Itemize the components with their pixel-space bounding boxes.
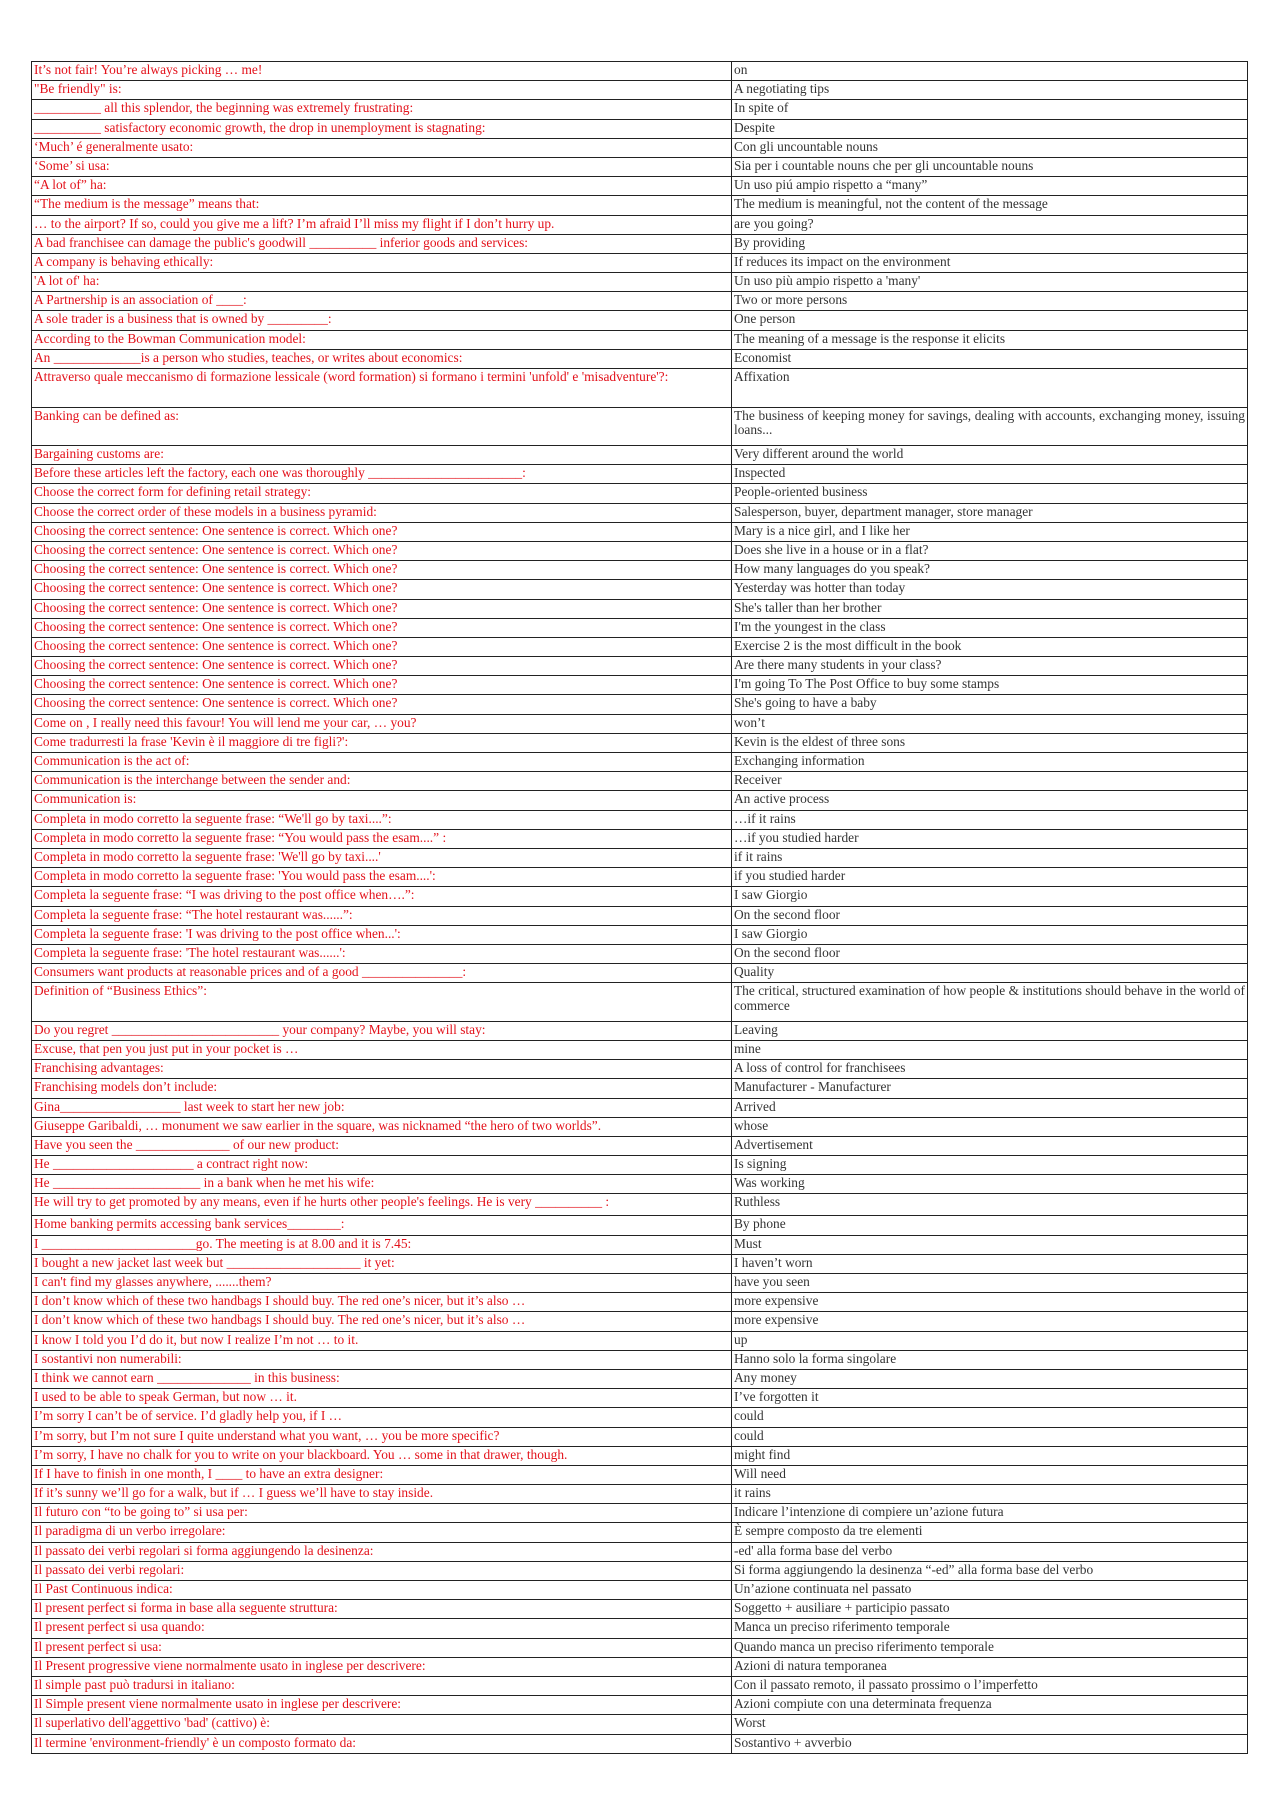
question-cell: Il Present progressive viene normalmente usato in inglese per descrivere:: [32, 1657, 732, 1676]
question-cell: Il present perfect si forma in base alla seguente struttura:: [32, 1600, 732, 1619]
table-row: [32, 1021, 1248, 1040]
answer-cell: more expensive: [732, 1293, 1248, 1312]
table-row: [32, 1136, 1248, 1155]
question-cell: Il termine 'environment-friendly' è un composto formato da:: [32, 1734, 732, 1753]
answer-cell: Quality: [732, 964, 1248, 983]
question-cell: He _____________________ a contract right now:: [32, 1156, 732, 1175]
question-cell: Completa la seguente frase: 'The hotel restaurant was......':: [32, 944, 732, 963]
answer-cell: Is signing: [732, 1156, 1248, 1175]
table-row: [32, 925, 1248, 944]
table-row: [32, 196, 1248, 215]
question-cell: Banking can be defined as:: [32, 407, 732, 446]
answer-cell: Inspected: [732, 465, 1248, 484]
answer-cell: Very different around the world: [732, 446, 1248, 465]
answer-cell: Hanno solo la forma singolare: [732, 1350, 1248, 1369]
table-row: [32, 1235, 1248, 1254]
table-row: [32, 1619, 1248, 1638]
question-cell: Il paradigma di un verbo irregolare:: [32, 1523, 732, 1542]
table-row: [32, 1696, 1248, 1715]
question-cell: He will try to get promoted by any means, even if he hurts other people's feelings. He is very __________ :: [32, 1194, 732, 1216]
answer-cell: Any money: [732, 1369, 1248, 1388]
question-cell: I know I told you I’d do it, but now I realize I’m not … to it.: [32, 1331, 732, 1350]
question-cell: Before these articles left the factory, each one was thoroughly _______________________:: [32, 465, 732, 484]
answer-cell: One person: [732, 311, 1248, 330]
answer-cell: Si forma aggiungendo la desinenza “-ed” alla forma base del verbo: [732, 1561, 1248, 1580]
question-cell: Il Past Continuous indica:: [32, 1581, 732, 1600]
table-row: [32, 157, 1248, 176]
answer-cell: Two or more persons: [732, 292, 1248, 311]
answer-cell: Kevin is the eldest of three sons: [732, 733, 1248, 752]
question-cell: I used to be able to speak German, but now … it.: [32, 1389, 732, 1408]
table-row: [32, 1408, 1248, 1427]
question-cell: I’m sorry, but I’m not sure I quite understand what you want, … you be more specific?: [32, 1427, 732, 1446]
table-row: [32, 753, 1248, 772]
answer-cell: …if it rains: [732, 810, 1248, 829]
question-cell: Do you regret _________________________ your company? Maybe, you will stay:: [32, 1021, 732, 1040]
question-cell: Bargaining customs are:: [32, 446, 732, 465]
table-row: [32, 1079, 1248, 1098]
table-row: [32, 1216, 1248, 1235]
answer-cell: Arrived: [732, 1098, 1248, 1117]
answer-cell: on: [732, 62, 1248, 81]
answer-cell: People-oriented business: [732, 484, 1248, 503]
question-cell: I sostantivi non numerabili:: [32, 1350, 732, 1369]
question-cell: Completa in modo corretto la seguente frase: 'You would pass the esam....':: [32, 868, 732, 887]
question-cell: Choosing the correct sentence: One sentence is correct. Which one?: [32, 541, 732, 560]
answer-cell: Does she live in a house or in a flat?: [732, 541, 1248, 560]
table-row: [32, 1156, 1248, 1175]
answer-cell: The medium is meaningful, not the content of the message: [732, 196, 1248, 215]
qa-table-body: [32, 62, 1248, 1754]
question-cell: Completa in modo corretto la seguente frase: 'We'll go by taxi....': [32, 848, 732, 867]
question-cell: Franchising advantages:: [32, 1060, 732, 1079]
question-cell: Il futuro con “to be going to” si usa per:: [32, 1504, 732, 1523]
answer-cell: Sostantivo + avverbio: [732, 1734, 1248, 1753]
answer-cell: The critical, structured examination of how people & institutions should behave in the world of commerce: [732, 983, 1248, 1022]
question-cell: A bad franchisee can damage the public's goodwill __________ inferior goods and services:: [32, 234, 732, 253]
table-row: [32, 1504, 1248, 1523]
answer-cell: if you studied harder: [732, 868, 1248, 887]
answer-cell: could: [732, 1408, 1248, 1427]
answer-cell: Con il passato remoto, il passato prossimo o l’imperfetto: [732, 1676, 1248, 1695]
question-cell: Home banking permits accessing bank services________:: [32, 1216, 732, 1235]
table-row: [32, 1060, 1248, 1079]
question-cell: Excuse, that pen you just put in your pocket is …: [32, 1040, 732, 1059]
answer-cell: might find: [732, 1446, 1248, 1465]
table-row: [32, 983, 1248, 1022]
answer-cell: Un uso piú ampio rispetto a “many”: [732, 177, 1248, 196]
question-cell: Il present perfect si usa:: [32, 1638, 732, 1657]
table-row: [32, 829, 1248, 848]
question-cell: Communication is:: [32, 791, 732, 810]
table-row: [32, 1638, 1248, 1657]
answer-cell: Un’azione continuata nel passato: [732, 1581, 1248, 1600]
answer-cell: A negotiating tips: [732, 81, 1248, 100]
answer-cell: could: [732, 1427, 1248, 1446]
table-row: [32, 1389, 1248, 1408]
question-cell: "Be friendly" is:: [32, 81, 732, 100]
table-row: [32, 1715, 1248, 1734]
table-row: [32, 273, 1248, 292]
answer-cell: Manca un preciso riferimento temporale: [732, 1619, 1248, 1638]
answer-cell: I'm going To The Post Office to buy some stamps: [732, 676, 1248, 695]
table-row: [32, 637, 1248, 656]
table-row: [32, 1274, 1248, 1293]
question-cell: Consumers want products at reasonable prices and of a good _______________:: [32, 964, 732, 983]
answer-cell: Must: [732, 1235, 1248, 1254]
question-cell: I don’t know which of these two handbags I should buy. The red one’s nicer, but it’s also …: [32, 1312, 732, 1331]
table-row: [32, 772, 1248, 791]
table-row: [32, 100, 1248, 119]
question-cell: Gina__________________ last week to start her new job:: [32, 1098, 732, 1117]
question-cell: Communication is the act of:: [32, 753, 732, 772]
question-cell: “The medium is the message” means that:: [32, 196, 732, 215]
answer-cell: Azioni di natura temporanea: [732, 1657, 1248, 1676]
table-row: [32, 1676, 1248, 1695]
question-cell: I’m sorry I can’t be of service. I’d gladly help you, if I …: [32, 1408, 732, 1427]
answer-cell: I saw Giorgio: [732, 887, 1248, 906]
answer-cell: Quando manca un preciso riferimento temporale: [732, 1638, 1248, 1657]
table-row: [32, 1293, 1248, 1312]
answer-cell: mine: [732, 1040, 1248, 1059]
answer-cell: Ruthless: [732, 1194, 1248, 1216]
answer-cell: By phone: [732, 1216, 1248, 1235]
answer-cell: Yesterday was hotter than today: [732, 580, 1248, 599]
table-row: [32, 810, 1248, 829]
question-cell: Completa la seguente frase: “The hotel restaurant was......”:: [32, 906, 732, 925]
question-cell: Completa in modo corretto la seguente frase: “You would pass the esam....” :: [32, 829, 732, 848]
qa-table: [31, 61, 1248, 1754]
table-row: [32, 369, 1248, 408]
answer-cell: Will need: [732, 1465, 1248, 1484]
answer-cell: Exercise 2 is the most difficult in the book: [732, 637, 1248, 656]
table-row: [32, 868, 1248, 887]
question-cell: Come on , I really need this favour! You will lend me your car, … you?: [32, 714, 732, 733]
question-cell: Choosing the correct sentence: One sentence is correct. Which one?: [32, 599, 732, 618]
table-row: [32, 253, 1248, 272]
question-cell: Attraverso quale meccanismo di formazione lessicale (word formation) si formano i termini 'unfold' e 'misadventure'?:: [32, 369, 732, 408]
question-cell: Communication is the interchange between the sender and:: [32, 772, 732, 791]
table-row: [32, 964, 1248, 983]
question-cell: ‘Much’ é generalmente usato:: [32, 138, 732, 157]
table-row: [32, 465, 1248, 484]
table-row: [32, 119, 1248, 138]
table-row: [32, 138, 1248, 157]
question-cell: I’m sorry, I have no chalk for you to write on your blackboard. You … some in that drawer, though.: [32, 1446, 732, 1465]
answer-cell: I’ve forgotten it: [732, 1389, 1248, 1408]
question-cell: According to the Bowman Communication model:: [32, 330, 732, 349]
table-row: [32, 177, 1248, 196]
question-cell: Choose the correct form for defining retail strategy:: [32, 484, 732, 503]
question-cell: He ______________________ in a bank when he met his wife:: [32, 1175, 732, 1194]
answer-cell: Are there many students in your class?: [732, 657, 1248, 676]
answer-cell: Con gli uncountable nouns: [732, 138, 1248, 157]
question-cell: ‘Some’ si usa:: [32, 157, 732, 176]
answer-cell: more expensive: [732, 1312, 1248, 1331]
answer-cell: How many languages do you speak?: [732, 561, 1248, 580]
question-cell: I can't find my glasses anywhere, .......them?: [32, 1274, 732, 1293]
question-cell: Giuseppe Garibaldi, … monument we saw earlier in the square, was nicknamed “the hero of two worlds”.: [32, 1117, 732, 1136]
table-row: [32, 1600, 1248, 1619]
table-row: [32, 292, 1248, 311]
question-cell: It’s not fair! You’re always picking … me!: [32, 62, 732, 81]
table-row: [32, 1542, 1248, 1561]
table-row: [32, 1194, 1248, 1216]
table-row: [32, 62, 1248, 81]
table-row: [32, 1561, 1248, 1580]
answer-cell: whose: [732, 1117, 1248, 1136]
table-row: [32, 618, 1248, 637]
table-row: [32, 906, 1248, 925]
table-row: [32, 1040, 1248, 1059]
answer-cell: Un uso più ampio rispetto a 'many': [732, 273, 1248, 292]
table-row: [32, 407, 1248, 446]
question-cell: Il simple past può tradursi in italiano:: [32, 1676, 732, 1695]
question-cell: I think we cannot earn ______________ in this business:: [32, 1369, 732, 1388]
answer-cell: By providing: [732, 234, 1248, 253]
answer-cell: I'm the youngest in the class: [732, 618, 1248, 637]
question-cell: Il passato dei verbi regolari:: [32, 1561, 732, 1580]
question-cell: Choosing the correct sentence: One sentence is correct. Which one?: [32, 676, 732, 695]
answer-cell: Salesperson, buyer, department manager, store manager: [732, 503, 1248, 522]
table-row: [32, 714, 1248, 733]
question-cell: Il Simple present viene normalmente usato in inglese per descrivere:: [32, 1696, 732, 1715]
answer-cell: …if you studied harder: [732, 829, 1248, 848]
answer-cell: Economist: [732, 349, 1248, 368]
answer-cell: The business of keeping money for savings, dealing with accounts, exchanging money, issuing loans...: [732, 407, 1248, 446]
table-row: [32, 349, 1248, 368]
answer-cell: On the second floor: [732, 906, 1248, 925]
answer-cell: are you going?: [732, 215, 1248, 234]
table-row: [32, 1446, 1248, 1465]
table-row: [32, 522, 1248, 541]
question-cell: I _______________________go. The meeting is at 8.00 and it is 7.45:: [32, 1235, 732, 1254]
question-cell: Come tradurresti la frase 'Kevin è il maggiore di tre figli?':: [32, 733, 732, 752]
answer-cell: won’t: [732, 714, 1248, 733]
answer-cell: it rains: [732, 1485, 1248, 1504]
answer-cell: if it rains: [732, 848, 1248, 867]
answer-cell: up: [732, 1331, 1248, 1350]
answer-cell: The meaning of a message is the response it elicits: [732, 330, 1248, 349]
table-row: [32, 484, 1248, 503]
question-cell: An _____________is a person who studies, teaches, or writes about economics:: [32, 349, 732, 368]
table-row: [32, 330, 1248, 349]
answer-cell: On the second floor: [732, 944, 1248, 963]
question-cell: Completa la seguente frase: 'I was driving to the post office when...':: [32, 925, 732, 944]
question-cell: Il superlativo dell'aggettivo 'bad' (cattivo) è:: [32, 1715, 732, 1734]
table-row: [32, 1734, 1248, 1753]
table-row: [32, 1098, 1248, 1117]
table-row: [32, 215, 1248, 234]
table-row: [32, 234, 1248, 253]
question-cell: Completa la seguente frase: “I was driving to the post office when….”:: [32, 887, 732, 906]
answer-cell: Exchanging information: [732, 753, 1248, 772]
table-row: [32, 580, 1248, 599]
table-row: [32, 1175, 1248, 1194]
question-cell: 'A lot of' ha:: [32, 273, 732, 292]
answer-cell: Leaving: [732, 1021, 1248, 1040]
table-row: [32, 81, 1248, 100]
answer-cell: An active process: [732, 791, 1248, 810]
answer-cell: I haven’t worn: [732, 1254, 1248, 1273]
question-cell: A sole trader is a business that is owned by _________:: [32, 311, 732, 330]
answer-cell: Sia per i countable nouns che per gli uncountable nouns: [732, 157, 1248, 176]
answer-cell: Advertisement: [732, 1136, 1248, 1155]
table-row: [32, 1369, 1248, 1388]
table-row: [32, 676, 1248, 695]
answer-cell: Soggetto + ausiliare + participio passato: [732, 1600, 1248, 1619]
table-row: [32, 541, 1248, 560]
table-row: [32, 311, 1248, 330]
table-row: [32, 1331, 1248, 1350]
table-row: [32, 944, 1248, 963]
question-cell: __________ satisfactory economic growth, the drop in unemployment is stagnating:: [32, 119, 732, 138]
table-row: [32, 657, 1248, 676]
question-cell: Il passato dei verbi regolari si forma aggiungendo la desinenza:: [32, 1542, 732, 1561]
table-row: [32, 1465, 1248, 1484]
table-row: [32, 599, 1248, 618]
answer-cell: have you seen: [732, 1274, 1248, 1293]
question-cell: Have you seen the ______________ of our new product:: [32, 1136, 732, 1155]
question-cell: Choosing the correct sentence: One sentence is correct. Which one?: [32, 580, 732, 599]
answer-cell: Affixation: [732, 369, 1248, 408]
answer-cell: -ed' alla forma base del verbo: [732, 1542, 1248, 1561]
table-row: [32, 503, 1248, 522]
question-cell: Choosing the correct sentence: One sentence is correct. Which one?: [32, 637, 732, 656]
question-cell: “A lot of” ha:: [32, 177, 732, 196]
question-cell: Choosing the correct sentence: One sentence is correct. Which one?: [32, 657, 732, 676]
table-row: [32, 887, 1248, 906]
table-row: [32, 1350, 1248, 1369]
table-row: [32, 1427, 1248, 1446]
table-row: [32, 1657, 1248, 1676]
question-cell: Franchising models don’t include:: [32, 1079, 732, 1098]
answer-cell: Manufacturer - Manufacturer: [732, 1079, 1248, 1098]
table-row: [32, 1117, 1248, 1136]
question-cell: Completa in modo corretto la seguente frase: “We'll go by taxi....”:: [32, 810, 732, 829]
question-cell: Choosing the correct sentence: One sentence is correct. Which one?: [32, 561, 732, 580]
question-cell: __________ all this splendor, the beginning was extremely frustrating:: [32, 100, 732, 119]
question-cell: Il present perfect si usa quando:: [32, 1619, 732, 1638]
question-cell: A company is behaving ethically:: [32, 253, 732, 272]
question-cell: Choosing the correct sentence: One sentence is correct. Which one?: [32, 522, 732, 541]
question-cell: If I have to finish in one month, I ____ to have an extra designer:: [32, 1465, 732, 1484]
table-row: [32, 1312, 1248, 1331]
table-row: [32, 1523, 1248, 1542]
table-row: [32, 848, 1248, 867]
question-cell: Choosing the correct sentence: One sentence is correct. Which one?: [32, 695, 732, 714]
table-row: [32, 1581, 1248, 1600]
answer-cell: A loss of control for franchisees: [732, 1060, 1248, 1079]
table-row: [32, 446, 1248, 465]
question-cell: Choose the correct order of these models in a business pyramid:: [32, 503, 732, 522]
question-cell: I don’t know which of these two handbags I should buy. The red one’s nicer, but it’s also …: [32, 1293, 732, 1312]
table-row: [32, 695, 1248, 714]
table-row: [32, 1254, 1248, 1273]
question-cell: Choosing the correct sentence: One sentence is correct. Which one?: [32, 618, 732, 637]
question-cell: I bought a new jacket last week but ____________________ it yet:: [32, 1254, 732, 1273]
answer-cell: Mary is a nice girl, and I like her: [732, 522, 1248, 541]
question-cell: … to the airport? If so, could you give me a lift? I’m afraid I’ll miss my flight if I don’t hurry up.: [32, 215, 732, 234]
answer-cell: I saw Giorgio: [732, 925, 1248, 944]
answer-cell: In spite of: [732, 100, 1248, 119]
question-cell: A Partnership is an association of ____:: [32, 292, 732, 311]
answer-cell: Worst: [732, 1715, 1248, 1734]
table-row: [32, 1485, 1248, 1504]
question-cell: If it’s sunny we’ll go for a walk, but if … I guess we’ll have to stay inside.: [32, 1485, 732, 1504]
answer-cell: Was working: [732, 1175, 1248, 1194]
answer-cell: Indicare l’intenzione di compiere un’azione futura: [732, 1504, 1248, 1523]
answer-cell: She's going to have a baby: [732, 695, 1248, 714]
answer-cell: Despite: [732, 119, 1248, 138]
answer-cell: Receiver: [732, 772, 1248, 791]
answer-cell: È sempre composto da tre elementi: [732, 1523, 1248, 1542]
answer-cell: If reduces its impact on the environment: [732, 253, 1248, 272]
table-row: [32, 561, 1248, 580]
table-row: [32, 733, 1248, 752]
answer-cell: Azioni compiute con una determinata frequenza: [732, 1696, 1248, 1715]
table-row: [32, 791, 1248, 810]
question-cell: Definition of “Business Ethics”:: [32, 983, 732, 1022]
answer-cell: She's taller than her brother: [732, 599, 1248, 618]
